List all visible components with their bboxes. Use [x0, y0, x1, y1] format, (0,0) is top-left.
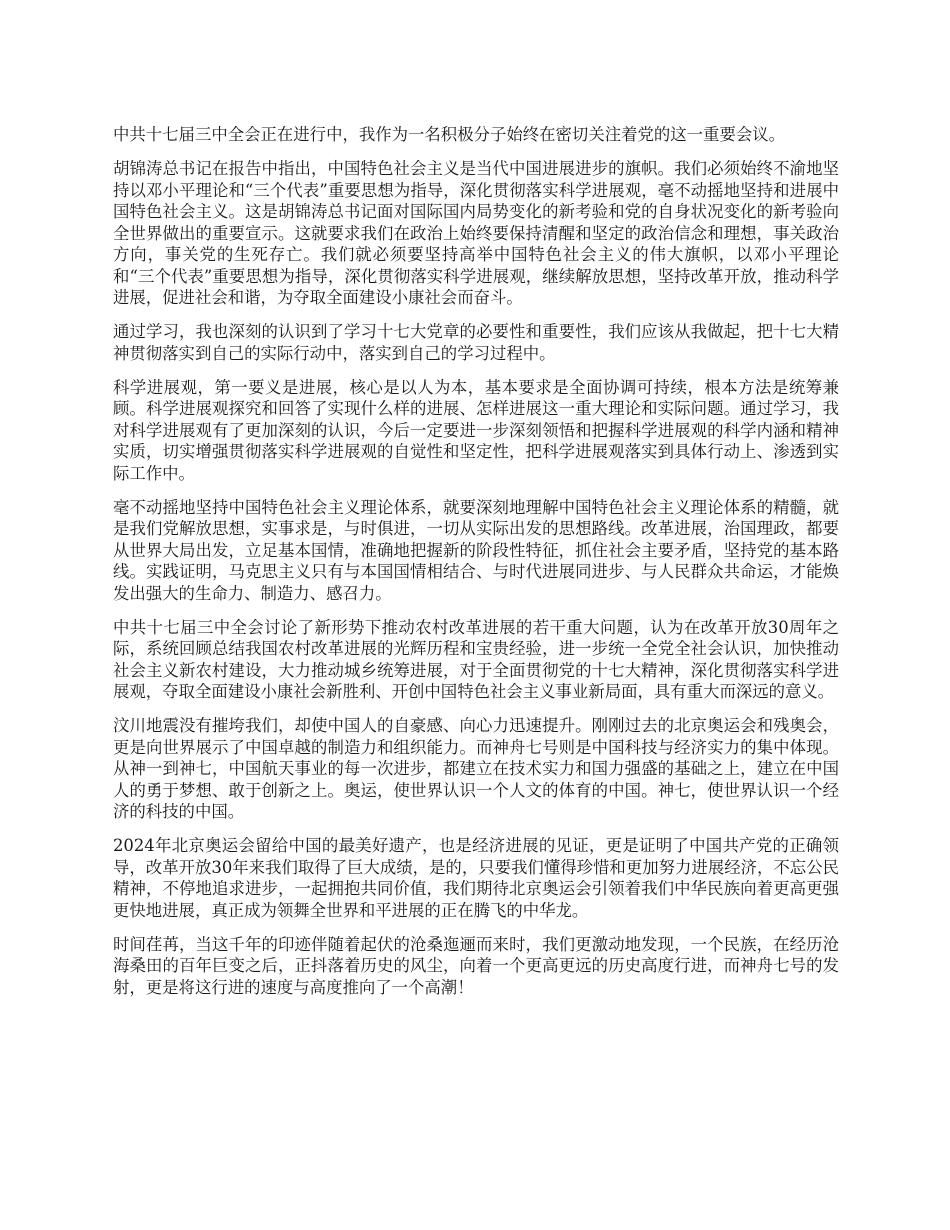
paragraph-4: 科学进展观，第一要义是进展，核心是以人为本，基本要求是全面协调可持续，根本方法是统筹兼顾。科学进展观探究和回答了实现什么样的进展、怎样进展这一重大理论和实际问题。通过学习，我对科学进展观有了更加深刻的认识，今后一定要进一步深刻领悟和把握科学进展观的科学内涵和精神实质，切实增强贯彻落实科学进展观的自觉性和坚定性，把科学进展观落实到具体行动上、渗透到实际工作中。 — [113, 377, 839, 483]
paragraph-1: 中共十七届三中全会正在进行中，我作为一名积极分子始终在密切关注着党的这一重要会议。 — [113, 125, 786, 144]
paragraph-3: 通过学习，我也深刻的认识到了学习十七大党章的必要性和重要性，我们应该从我做起，把十七大精神贯彻落实到自己的实际行动中，落实到自己的学习过程中。 — [113, 322, 839, 363]
paragraph-9: 时间荏苒，当这千年的印迹伴随着起伏的沧桑迤逦而来时，我们更激动地发现，一个民族，在经历沧海桑田的百年巨变之后，正抖落着历史的风尘，向着一个更高更远的历史高度行进，而神舟七号的发射，更是将这行进的速度与高度推向了一个高潮！ — [113, 934, 839, 997]
paragraph-7: 汶川地震没有摧垮我们，却使中国人的自豪感、向心力迅速提升。刚刚过去的北京奥运会和残奥会，更是向世界展示了中国卓越的制造力和组织能力。而神舟七号则是中国科技与经济实力的集中体现。从神一到神七，中国航天事业的每一次进步，都建立在技术实力和国力强盛的基础之上，建立在中国人的勇于梦想、敢于创新之上。奥运，使世界认识一个人文的体育的中国。神七，使世界认识一个经济的科技的中国。 — [113, 716, 839, 821]
paragraph-5: 毫不动摇地坚持中国特色社会主义理论体系，就要深刻地理解中国特色社会主义理论体系的精髓，就是我们党解放思想，实事求是，与时俱进，一切从实际出发的思想路线。改革进展，治国理政，都要从世界大局出发，立足基本国情，准确地把握新的阶段性特征，抓住社会主要矛盾，坚持党的基本路线。实践证明，马克思主义只有与本国国情相结合、与时代进展同进步、与人民群众共命运，才能焕发出强大的生命力、制造力、感召力。 — [113, 497, 839, 603]
paragraph-2: 胡锦涛总书记在报告中指出，中国特色社会主义是当代中国进展进步的旗帜。我们必须始终不渝地坚持以邓小平理论和“三个代表”重要思想为指导，深化贯彻落实科学进展观，毫不动摇地坚持和进展中国特色社会主义。这是胡锦涛总书记面对国际国内局势变化的新考验和党的自身状况变化的新考验向全世界做出的重要宣示。这就要求我们在政治上始终要保持清醒和坚定的政治信念和理想，事关政治方向，事关党的生死存亡。我们就必须要坚持高举中国特色社会主义的伟大旗帜，以邓小平理论和“三个代表”重要思想为指导，深化贯彻落实科学进展观，继续解放思想，坚持改革开放，推动科学进展，促进社会和谐，为夺取全面建设小康社会而奋斗。 — [113, 159, 839, 307]
paragraph-8: 2024年北京奥运会留给中国的最美好遗产，也是经济进展的见证，更是证明了中国共产党的正确领导，改革开放30年来我们取得了巨大成绩，是的，只要我们懂得珍惜和更加努力进展经济，不忘公民精神，不停地追求进步，一起拥抱共同价值，我们期待北京奥运会引领着我们中华民族向着更高更强更快地进展，真正成为领舞全世界和平进展的正在腾飞的中华龙。 — [113, 836, 839, 920]
document-body — [113, 124, 839, 1011]
paragraph-6: 中共十七届三中全会讨论了新形势下推动农村改革进展的若干重大问题，认为在改革开放30周年之际，系统回顾总结我国农村改革进展的光辉历程和宝贵经验，进一步统一全党全社会认识，加快推动社会主义新农村建设，大力推动城乡统筹进展，对于全面贯彻党的十七大精神，深化贯彻落实科学进展观，夺取全面建设小康社会新胜利、开创中国特色社会主义事业新局面，具有重大而深远的意义。 — [113, 617, 839, 701]
